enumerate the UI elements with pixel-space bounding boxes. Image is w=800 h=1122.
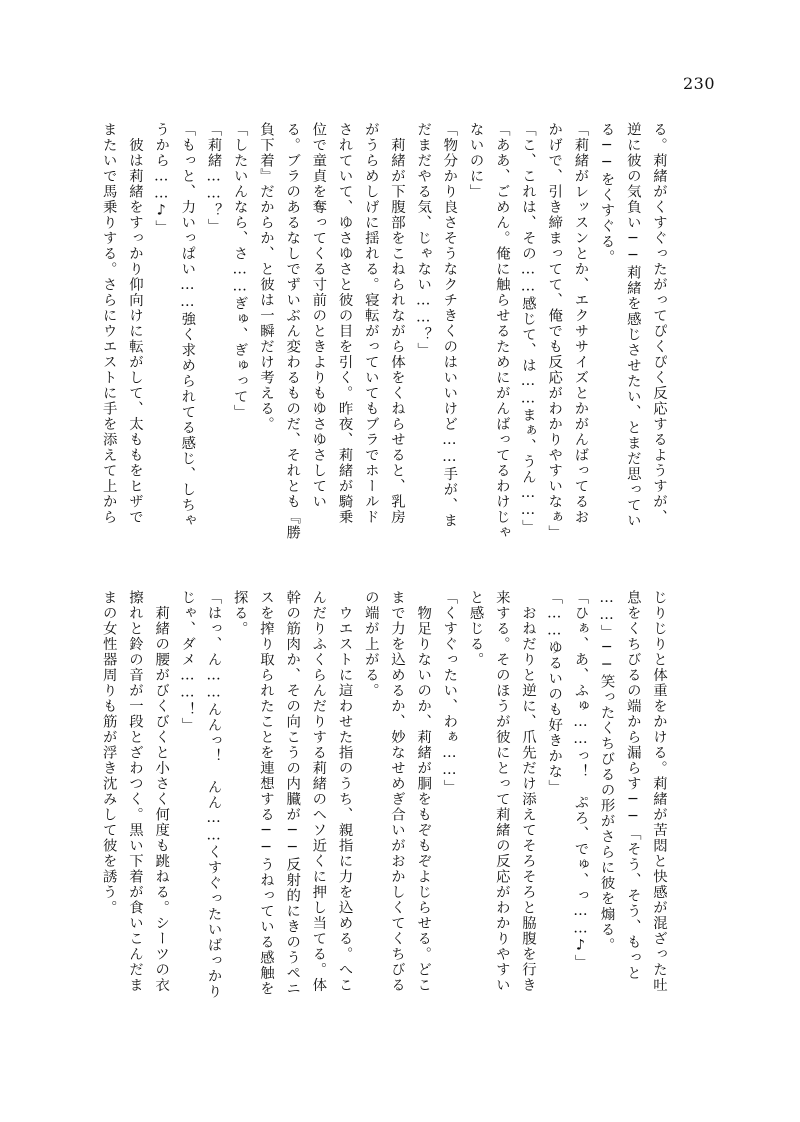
text-line: じりじりと体重をかける。莉緒が苦悶と快感が混ざった吐 — [651, 590, 667, 993]
text-line: ……」──笑ったくちびるの形がさらに彼を煽る。 — [598, 590, 615, 953]
text-line: 「ひぁ、あ、ふゅ……っ！ ぷろ、でゅ、っ……♪」 — [572, 590, 589, 970]
text-line: 探る。 — [231, 590, 248, 637]
text-line: 「莉緒がレッスンとか、エクササイズとかがんばってるお — [572, 122, 589, 525]
text-line: 息をくちびるの端から漏らす──「そう、そう、もっと — [624, 590, 641, 981]
text-line: 「物分かり良さそうなクチきくのはいいけど……手が、ま — [441, 122, 458, 529]
text-line: されていて、ゆさゆさと彼の目を引く。昨夜、莉緒が騎乗 — [336, 122, 353, 525]
text-line: まの女性器周りも筋が浮き沈みして彼を誘う。 — [100, 590, 117, 916]
text-line: じゃ、ダメ……！」 — [179, 590, 196, 733]
text-line: の端が上がる。 — [362, 590, 379, 699]
page-number: 230 — [682, 74, 715, 93]
text-line: またいで馬乗りする。さらにウエストに手を添えて上から — [100, 122, 117, 525]
text-line: かげで、引き締まってて、俺でも反応がわかりやすいなぁ」 — [546, 122, 563, 541]
text-line: 負下着』だからか、と彼は一瞬だけ考える。 — [257, 122, 274, 432]
text-line: 物足りないのか、莉緒が胴をもぞもぞよじらせる。どこ — [415, 590, 432, 993]
text-line: 幹の筋肉か、その向こうの内臓が──反射的にきのうペニ — [284, 590, 301, 997]
text-line: だまだやる気、じゃない……？」 — [415, 122, 432, 358]
text-line: ないのに」 — [467, 122, 484, 200]
text-line: うから……♪」 — [153, 122, 170, 236]
text-line: 位で童貞を奪ってくる寸前のときよりもゆさゆさしてい — [310, 122, 327, 510]
text-line: る。ブラのあるなしでずいぶん変わるものだ、それとも『勝 — [284, 122, 301, 541]
text-line: 「こ、これは、その……感じて、は……まぁ、うん……」 — [519, 122, 536, 535]
text-line: 彼は莉緒をすっかり仰向けに転がして、太ももをヒザで — [126, 122, 143, 525]
text-line: 「はっ、ん……んんっ！ んん……くすぐったいばっかり — [205, 590, 222, 1000]
text-line: スを搾り取られたことを連想する──うねっている感触を — [257, 590, 274, 997]
text-line: 「したいんなら、さ……ぎゅ、ぎゅって」 — [231, 122, 248, 420]
text-block-lower — [100, 590, 672, 1008]
text-line: る。莉緒がくすぐったがってぴくぴく反応するようすが、 — [651, 122, 667, 525]
text-line: 莉緒が下腹部をこねられながら体をくねらせると、乳房 — [388, 122, 405, 525]
text-line: 莉緒の腰がびくびくと小さく何度も跳ねる。シーツの衣 — [153, 590, 170, 993]
text-line: 「ああ、ごめん。俺に触らせるためにがんばってるわけじゃ — [493, 122, 510, 541]
text-line: んだりふくらんだりする莉緒のヘソ近くに押し当てる。体 — [310, 590, 327, 993]
text-line: 「莉緒……？」 — [205, 122, 222, 234]
text-line: がうらめしげに揺れる。寝転がっていてもブラでホールド — [362, 122, 379, 525]
text-line: 「もっと、力いっぱい……強く求められてる感じ、しちゃ — [179, 122, 196, 529]
text-line: ウエストに這わせた指のうち、親指に力を込める。へこ — [336, 590, 353, 993]
text-line: 「くすぐったい、わぁ……」 — [441, 590, 458, 795]
text-line: 来する。そのほうが彼にとって莉緒の反応がわかりやすい — [493, 590, 510, 993]
text-line: る──をくすぐる。 — [598, 122, 615, 265]
text-line: おねだりと逆に、爪先だけ添えてそろそろと脇腹を行き — [519, 590, 536, 993]
text-line: と感じる。 — [467, 590, 484, 668]
text-line: まで力を込めるか、妙なせめぎ合いがおかしくてくちびる — [388, 590, 405, 993]
text-block-upper — [100, 122, 672, 541]
text-line: 「……ゆるいのも好きかな」 — [546, 590, 563, 795]
text-line: 逆に彼の気負い──莉緒を感じさせたい、とまだ思ってい — [624, 122, 641, 529]
text-line: 擦れと鈴の音が一段とざわつく。黒い下着が食いこんだま — [126, 590, 143, 993]
